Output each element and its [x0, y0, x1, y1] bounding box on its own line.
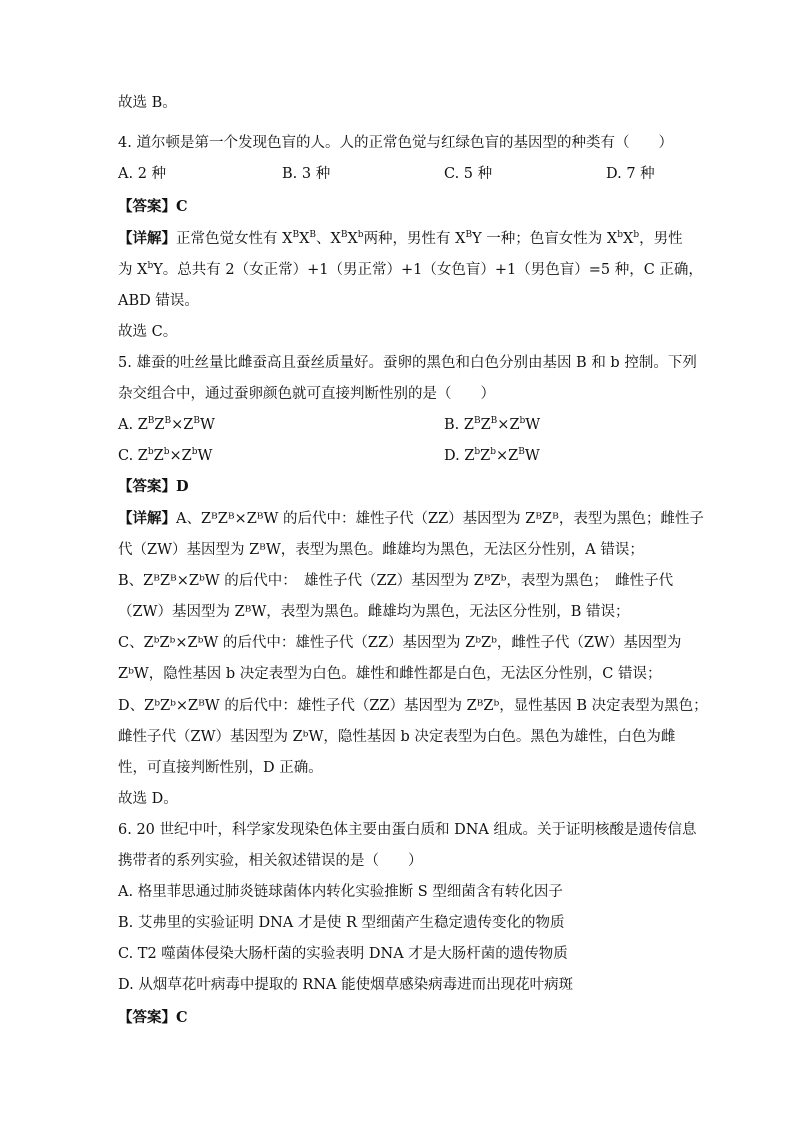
- detail-text: 为 X: [118, 262, 148, 278]
- superscript: B: [465, 230, 473, 241]
- superscript: B: [473, 416, 481, 427]
- question-6-stem-2: 携带者的系列实验，相关叙述错误的是（ ）: [118, 853, 423, 869]
- q5-detail-c-1: C、ZᵇZᵇ×ZᵇW 的后代中：雄性子代（ZZ）基因型为 ZᵇZᵇ，雌性子代（ZW）基因型为: [118, 635, 682, 651]
- superscript: B: [147, 416, 155, 427]
- superscript: b: [147, 261, 154, 272]
- option-text: Z: [508, 448, 519, 464]
- superscript: b: [357, 230, 364, 241]
- q6-option-b: B. 艾弗里的实验证明 DNA 才是使 R 型细菌产生稳定遗传变化的物质: [118, 915, 565, 931]
- option-text: ×: [496, 448, 509, 464]
- option-text: C. Z: [118, 448, 148, 464]
- superscript: b: [147, 447, 154, 458]
- superscript: b: [191, 447, 198, 458]
- q5-detail-d-2: 雌性子代（ZW）基因型为 ZᵇW，隐性基因 b 决定表型为白色。黑色为雄性，白色为雌: [118, 729, 676, 745]
- text-line: 故选 B。: [118, 95, 177, 111]
- detail-label: 【详解】: [118, 510, 176, 527]
- question-6-stem-1: 6. 20 世纪中叶，科学家发现染色体主要由蛋白质和 DNA 组成。关于证明核酸是遗传信息: [118, 822, 697, 838]
- option-text: D. Z: [444, 448, 475, 464]
- q4-answer: 【答案】C: [118, 198, 188, 215]
- superscript: B: [518, 447, 525, 458]
- superscript: b: [617, 230, 624, 241]
- q5-detail-c-2: ZᵇW，隐性基因 b 决定表型为白色。雄性和雌性都是白色，无法区分性别，C 错误；: [118, 666, 662, 682]
- q5-detail-a-1: [118, 509, 704, 529]
- option-text: W: [524, 448, 540, 464]
- question-5-stem-1: 5. 雄蚕的吐丝量比雌蚕高且蚕丝质量好。蚕卵的黑色和白色分别由基因 B 和 b 控制。下列: [118, 355, 697, 371]
- detail-text: X: [623, 231, 634, 247]
- detail-text: 、X: [316, 231, 341, 247]
- q4-option-b: B. 3 种: [282, 166, 331, 182]
- detail-label: 【详解】: [118, 230, 176, 247]
- q5-answer: 【答案】D: [118, 478, 189, 495]
- q6-option-a: A. 格里菲思通过肺炎链球菌体内转化实验推断 S 型细菌含有转化因子: [118, 884, 563, 900]
- superscript: b: [490, 447, 497, 458]
- option-text: Z: [183, 417, 194, 433]
- q4-option-d: D. 7 种: [606, 166, 655, 182]
- q5-option-d: [444, 446, 540, 466]
- q4-conclusion: 故选 C。: [118, 324, 178, 340]
- superscript: B: [309, 230, 317, 241]
- q4-detail-line-2: [118, 260, 703, 280]
- q5-detail-b-1: B、ZᴮZᴮ×ZᵇW 的后代中： 雄性子代（ZZ）基因型为 ZᴮZᵇ，表型为黑色； 雌性子代: [118, 573, 674, 589]
- question-5-stem-2: 杂交组合中，通过蚕卵颜色就可直接判断性别的是（ ）: [118, 386, 495, 402]
- superscript: b: [519, 416, 526, 427]
- superscript: b: [163, 447, 170, 458]
- q5-detail-b-2: （ZW）基因型为 ZᴮW，表型为黑色。雌雄均为黑色，无法区分性别，B 错误；: [118, 604, 630, 620]
- detail-text: X: [299, 231, 310, 247]
- q5-option-b: [444, 415, 540, 435]
- q4-detail-line-1: [118, 229, 683, 249]
- q6-option-c: C. T2 噬菌体侵染大肠杆菌的实验表明 DNA 才是大肠杆菌的遗传物质: [118, 946, 568, 962]
- option-text: W: [525, 417, 541, 433]
- q5-option-c: [118, 446, 212, 466]
- detail-text: 两种，男性有 X: [363, 231, 466, 247]
- q6-option-d: D. 从烟草花叶病毒中提取的 RNA 能使烟草感染病毒进而出现花叶病斑: [118, 977, 574, 993]
- option-text: Z: [480, 448, 491, 464]
- detail-text: X: [347, 231, 358, 247]
- option-text: Z: [154, 417, 165, 433]
- q4-detail-line-3: ABD 错误。: [118, 293, 199, 309]
- q6-answer: 【答案】C: [118, 1009, 188, 1026]
- option-text: ×: [497, 417, 510, 433]
- option-text: ×: [171, 417, 184, 433]
- q5-option-a: [118, 415, 215, 435]
- superscript: b: [633, 230, 640, 241]
- superscript: B: [164, 416, 172, 427]
- option-text: Z: [181, 448, 192, 464]
- q5-detail-d-3: 性，可直接判断性别，D 正确。: [118, 760, 323, 776]
- q4-option-c: C. 5 种: [444, 166, 493, 182]
- option-text: Z: [480, 417, 491, 433]
- option-text: A. Z: [118, 417, 148, 433]
- detail-text: A、ZᴮZᴮ×ZᴮW 的后代中：雄性子代（ZZ）基因型为 ZᴮZᴮ，表型为黑色；雌性子: [176, 511, 704, 527]
- detail-text: 正常色觉女性有 X: [176, 231, 293, 247]
- superscript: b: [474, 447, 481, 458]
- superscript: B: [292, 230, 300, 241]
- option-text: Z: [153, 448, 164, 464]
- option-text: W: [199, 417, 215, 433]
- option-text: Z: [509, 417, 520, 433]
- option-text: ×: [169, 448, 182, 464]
- q5-detail-d-1: D、ZᵇZᵇ×ZᴮW 的后代中：雄性子代（ZZ）基因型为 ZᴮZᵇ，显性基因 B 决定表型为黑色；: [118, 698, 708, 714]
- q5-conclusion: 故选 D。: [118, 791, 178, 807]
- question-4-stem: 4. 道尔顿是第一个发现色盲的人。人的正常色觉与红绿色盲的基因型的种类有（ ）: [118, 135, 673, 151]
- q4-option-a: A. 2 种: [118, 166, 167, 182]
- superscript: B: [490, 416, 498, 427]
- detail-text: Y 一种；色盲女性为 X: [472, 231, 618, 247]
- option-text: B. Z: [444, 417, 474, 433]
- option-text: W: [197, 448, 213, 464]
- superscript: B: [193, 416, 200, 427]
- q5-detail-a-2: 代（ZW）基因型为 ZᴮW，表型为黑色。雌雄均为黑色，无法区分性别，A 错误；: [118, 542, 644, 558]
- detail-text: Y。总共有 2（女正常）+1（男正常）+1（女色盲）+1（男色盲）=5 种，C 正确，: [153, 262, 703, 278]
- superscript: B: [340, 230, 348, 241]
- detail-text: ，男性: [639, 231, 683, 247]
